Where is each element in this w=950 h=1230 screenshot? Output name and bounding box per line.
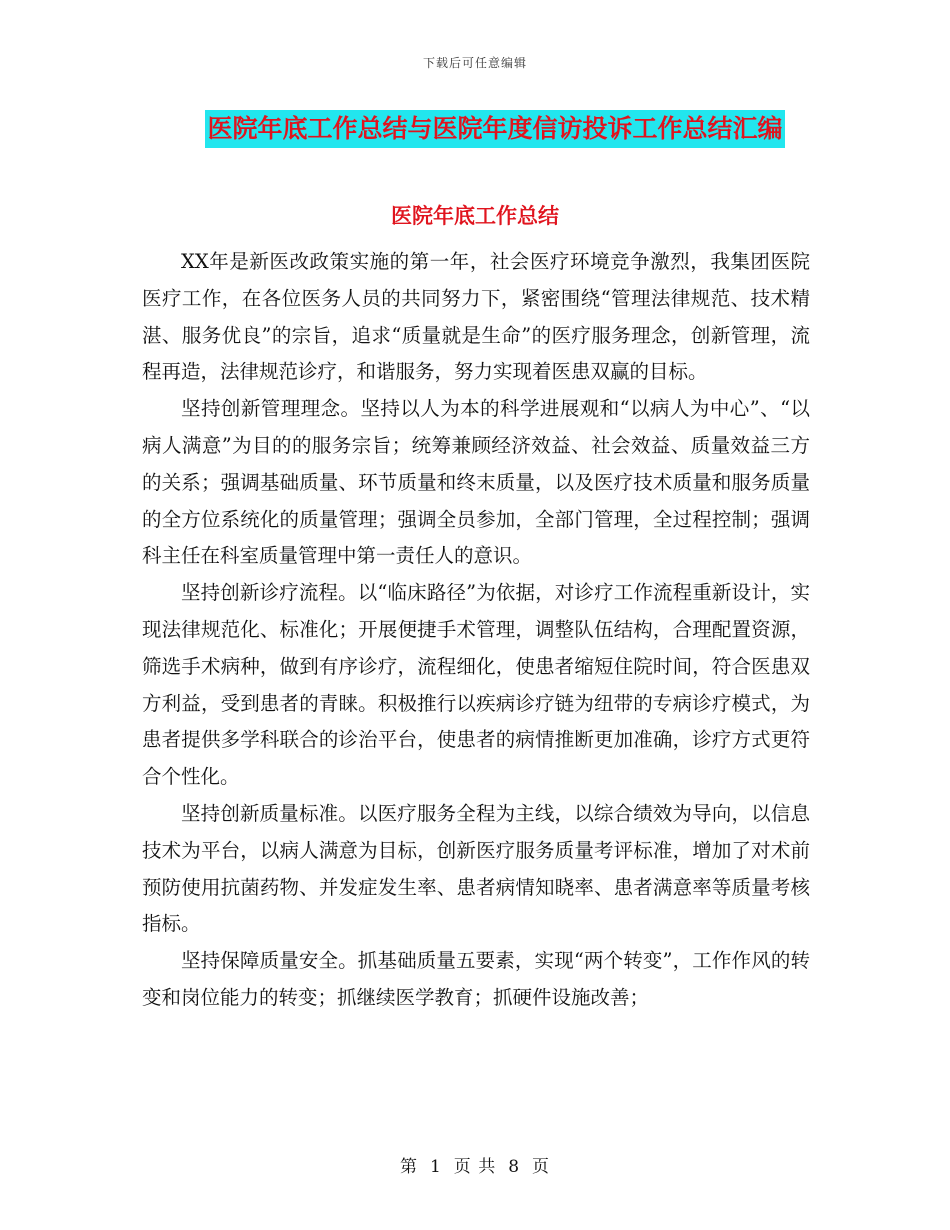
footer-middle: 页 共 bbox=[453, 1157, 497, 1177]
footer-page-number: 1 bbox=[429, 1157, 442, 1177]
footer-suffix: 页 bbox=[532, 1157, 551, 1177]
header-note: 下载后可任意编辑 bbox=[422, 56, 527, 70]
footer-total-pages: 8 bbox=[508, 1157, 521, 1177]
paragraph: 坚持保障质量安全。抓基础质量五要素，实现“两个转变”，工作作风的转变和岗位能力的转变；抓继续医学教育；抓硬件设施改善； bbox=[142, 949, 810, 1009]
section-title: 医院年底工作总结 bbox=[391, 204, 559, 228]
footer-prefix: 第 bbox=[399, 1157, 418, 1177]
page-footer bbox=[0, 1152, 950, 1177]
document-body bbox=[142, 244, 810, 1017]
main-title: 医院年底工作总结与医院年度信访投诉工作总结汇编 bbox=[205, 110, 784, 148]
paragraph: 坚持创新管理理念。坚持以人为本的科学进展观和“以病人为中心”、“以病人满意”为目的的服务宗旨；统筹兼顾经济效益、社会效益、质量效益三方的关系；强调基础质量、环节质量和终末质量，以及医疗技术质量和服务质量的全方位系统化的质量管理；强调全员参加，全部门管理，全过程控制；强调科主任在科室质量管理中第一责任人的意识。 bbox=[142, 397, 810, 568]
main-title-wrap bbox=[0, 110, 950, 148]
paragraph: 坚持创新质量标准。以医疗服务全程为主线，以综合绩效为导向，以信息技术为平台，以病人满意为目标，创新医疗服务质量考评标准，增加了对术前预防使用抗菌药物、并发症发生率、患者病情知晓率、患者满意率等质量考核指标。 bbox=[142, 801, 810, 936]
paragraph: 坚持创新诊疗流程。以“临床路径”为依据，对诊疗工作流程重新设计，实现法律规范化、标准化；开展便捷手术管理，调整队伍结构，合理配置资源，筛选手术病种，做到有序诊疗，流程细化，使患者缩短住院时间，符合医患双方利益，受到患者的青睐。积极推行以疾病诊疗链为纽带的专病诊疗模式，为患者提供多学科联合的诊治平台，使患者的病情推断更加准确，诊疗方式更符合个性化。 bbox=[142, 581, 810, 789]
paragraph: XX年是新医改政策实施的第一年，社会医疗环境竞争激烈，我集团医院医疗工作，在各位医务人员的共同努力下，紧密围绕“管理法律规范、技术精湛、服务优良”的宗旨，追求“质量就是生命”的医疗服务理念，创新管理，流程再造，法律规范诊疗，和谐服务，努力实现着医患双赢的目标。 bbox=[142, 250, 810, 384]
